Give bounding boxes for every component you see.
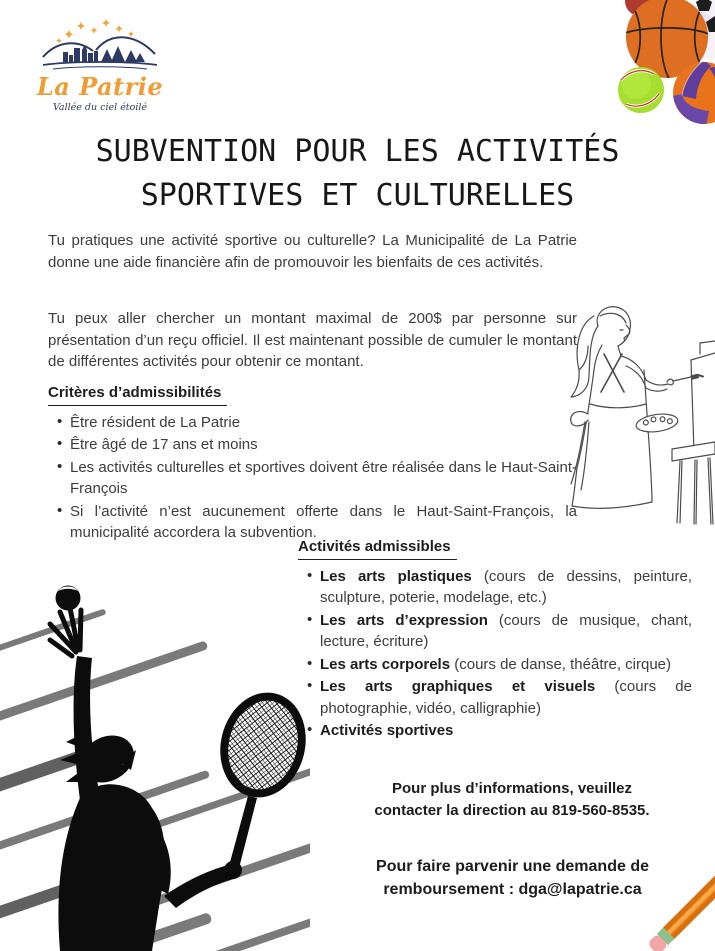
contact-info-line1: Pour plus d’informations, veuillez bbox=[391, 780, 633, 797]
sports-balls-illustration bbox=[610, 0, 715, 125]
activity-item: • Les arts graphiques et visuels (cours de photographie, vidéo, calligraphie) bbox=[320, 676, 692, 719]
page-title bbox=[0, 130, 715, 218]
tennis-player-silhouette bbox=[0, 560, 310, 951]
pencil-eraser-icon bbox=[647, 860, 715, 951]
tennis-racket-icon bbox=[214, 688, 310, 801]
activity-item: • Les arts plastiques (cours de dessins, peinture, sculpture, poterie, modelage, etc.) bbox=[320, 566, 692, 609]
logo-emblem-village-icon bbox=[39, 16, 161, 74]
logo-stars bbox=[56, 19, 134, 43]
criteria-item: • Si l’activité n’est aucunement offerte dans le Haut-Saint-François, la municipalité accordera la subvention. bbox=[70, 501, 577, 544]
activity-item: • Les arts corporels (cours de danse, théâtre, cirque) bbox=[320, 654, 692, 676]
contact-info-block bbox=[332, 778, 692, 821]
contact-refund-line1: Pour faire parvenir une demande de bbox=[376, 858, 649, 875]
criteria-heading: Critères d’admissibilités bbox=[48, 382, 227, 406]
activities-heading: Activités admissibles bbox=[298, 536, 457, 560]
logo-tagline: Vallée du ciel étoilé bbox=[52, 102, 148, 113]
pencils-illustration bbox=[620, 821, 715, 951]
criteria-item: • Les activités culturelles et sportives doivent être réalisée dans le Haut-Saint-François bbox=[70, 457, 577, 500]
criteria-item: • Être résident de La Patrie bbox=[70, 412, 577, 434]
municipality-logo bbox=[34, 16, 166, 114]
criteria-item: • Être âgé de 17 ans et moins bbox=[70, 434, 577, 456]
tennis-ball-icon bbox=[618, 67, 664, 113]
intro-paragraph-1: Tu pratiques une activité sportive ou culturelle? La Municipalité de La Patrie donne une aide financière afin de promouvoir les bienfaits de ces activités. bbox=[48, 232, 577, 271]
criteria-section bbox=[48, 382, 577, 545]
page-title-line2: SPORTIVES ET CULTURELLES bbox=[140, 178, 575, 213]
activities-section bbox=[298, 536, 692, 743]
logo-underline-swoosh bbox=[43, 62, 157, 69]
activities-list bbox=[298, 566, 692, 742]
activity-item: • Activités sportives bbox=[320, 720, 692, 742]
contact-refund-line2: remboursement : dga@lapatrie.ca bbox=[383, 880, 642, 898]
logo-village bbox=[63, 45, 145, 62]
criteria-list bbox=[48, 412, 577, 544]
activity-item: • Les arts d’expression (cours de musique, chant, lecture, écriture) bbox=[320, 610, 692, 653]
page-title-line1: SUBVENTION POUR LES ACTIVITÉS bbox=[95, 134, 620, 169]
contact-info-line2: contacter la direction au 819-560-8535. bbox=[374, 801, 650, 819]
intro-paragraph-2: Tu peux aller chercher un montant maximal de 200$ par personne sur présentation d’un reçu officiel. Il est maintenant possible de cumuler le montant de différentes activités pour obtenir ce montant. bbox=[48, 310, 577, 370]
logo-wordmark: La Patrie bbox=[36, 72, 164, 101]
painter-illustration bbox=[560, 296, 715, 526]
